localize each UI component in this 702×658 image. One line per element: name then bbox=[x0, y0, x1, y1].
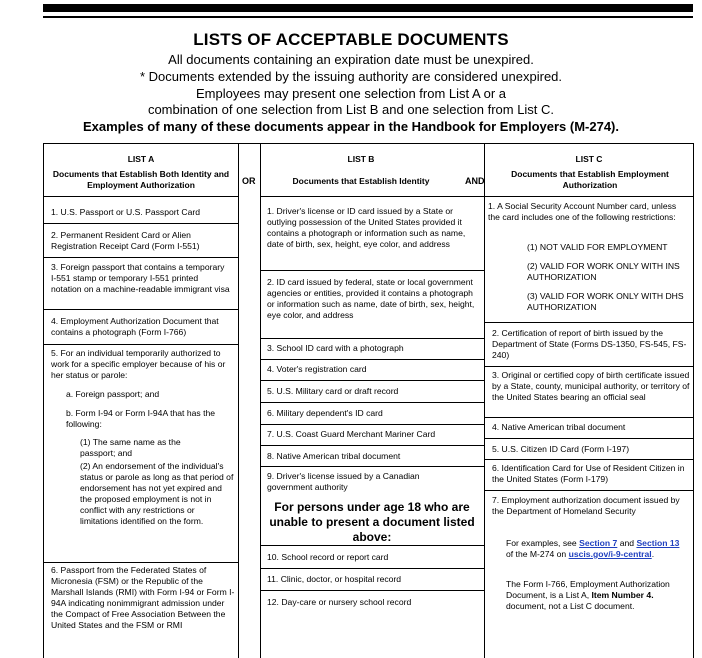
list-c-item-1: 1. A Social Security Account Number card, unless the card includes one of the following restrictions: bbox=[488, 201, 677, 222]
examples-and: and bbox=[619, 538, 635, 548]
row-divider bbox=[484, 417, 694, 418]
section-13-link[interactable]: Section 13 bbox=[636, 538, 680, 548]
row-divider bbox=[484, 366, 694, 367]
list-c-item-1-restriction-3: (3) VALID FOR WORK ONLY WITH DHS AUTHORIZATION bbox=[527, 291, 684, 312]
row-divider bbox=[484, 490, 694, 491]
header-divider-bc bbox=[260, 196, 694, 197]
header-divider-a bbox=[43, 196, 238, 197]
list-c-item-1-restriction-1: (1) NOT VALID FOR EMPLOYMENT bbox=[527, 242, 668, 252]
list-b-item-9: 9. Driver's license issued by a Canadian government authority bbox=[267, 471, 420, 492]
period: . bbox=[651, 549, 655, 559]
page-title: LISTS OF ACCEPTABLE DOCUMENTS bbox=[193, 30, 509, 49]
uscis-i9-central-link[interactable]: uscis.gov/i-9-central bbox=[568, 549, 652, 559]
list-a-description: Documents that Establish Both Identity and Employment Authorization bbox=[52, 169, 230, 190]
list-b-item-5: 5. U.S. Military card or draft record bbox=[267, 386, 399, 396]
list-b-minor-heading: For persons under age 18 who are unable to present a document listed above: bbox=[269, 500, 475, 544]
list-a-name: LIST A bbox=[127, 154, 155, 164]
intro-line-4: combination of one selection from List B and one selection from List C. bbox=[147, 102, 555, 117]
intro-line-3: Employees may present one selection from List A or a bbox=[196, 86, 506, 101]
row-divider bbox=[484, 322, 694, 323]
list-a-item-6: 6. Passport from the Federated States of Micronesia (FSM) or the Republic of the Marshall Islands (RMI) with Form I-94 or Form I-94A indicating nonimmigrant admission under the Compact of Free Association Between the United States and the FSM or RMI bbox=[51, 565, 235, 630]
list-a-item-5a: a. Foreign passport; and bbox=[66, 389, 160, 399]
row-divider bbox=[260, 424, 484, 425]
list-b-item-7: 7. U.S. Coast Guard Merchant Mariner Card bbox=[267, 429, 436, 439]
list-c-item-2: 2. Certification of report of birth issued by the Department of State (Forms DS-1350, FS-545, FS-240) bbox=[492, 328, 687, 360]
col-a-right-border bbox=[238, 143, 239, 658]
list-b-item-4: 4. Voter's registration card bbox=[267, 364, 367, 374]
list-c-item-5: 5. U.S. Citizen ID Card (Form I-197) bbox=[492, 444, 630, 454]
intro-line-1: All documents containing an expiration date must be unexpired. bbox=[168, 52, 534, 67]
list-a-item-2: 2. Permanent Resident Card or Alien Registration Receipt Card (Form I-551) bbox=[51, 230, 200, 251]
row-divider bbox=[43, 257, 238, 258]
examples-prefix: For examples, see bbox=[506, 538, 577, 548]
list-a-item-3: 3. Foreign passport that contains a temporary I-551 stamp or temporary I-551 printed notation on a machine-readable immigrant visa bbox=[51, 262, 230, 294]
note-part-2: document, not a List C document. bbox=[506, 601, 635, 611]
list-b-item-10: 10. School record or report card bbox=[267, 552, 389, 562]
list-b-item-3: 3. School ID card with a photograph bbox=[267, 343, 404, 353]
examples-mid: of the M-274 on bbox=[506, 549, 567, 559]
note-part-1: The Form I-766, Employment Authorization Document, is a List A, bbox=[506, 579, 670, 600]
and-label: AND bbox=[465, 176, 485, 186]
list-b-item-12: 12. Day-care or nursery school record bbox=[267, 597, 412, 607]
list-c-item-7: 7. Employment authorization document issued by the Department of Homeland Security bbox=[492, 495, 680, 516]
list-b-item-11: 11. Clinic, doctor, or hospital record bbox=[267, 574, 402, 584]
list-c-item-4: 4. Native American tribal document bbox=[492, 422, 626, 432]
row-divider bbox=[260, 466, 484, 467]
row-divider bbox=[43, 562, 238, 563]
list-c-item-7-note bbox=[506, 579, 688, 612]
list-b-item-8: 8. Native American tribal document bbox=[267, 451, 401, 461]
list-c-name: LIST C bbox=[575, 154, 603, 164]
top-thin-rule bbox=[43, 16, 693, 18]
list-b-item-2: 2. ID card issued by federal, state or local government agencies or entities, provided it contains a photograph or information such as name, date of birth, sex, height, eye color, and address bbox=[267, 277, 475, 320]
list-c-description: Documents that Establish Employment Authorization bbox=[511, 169, 669, 190]
intro-line-2: * Documents extended by the issuing authority are considered unexpired. bbox=[139, 69, 563, 84]
or-label: OR bbox=[242, 176, 256, 186]
col-c-left-border bbox=[484, 143, 485, 658]
list-a-item-5b2: (2) An endorsement of the individual's status or parole as long as that period of endorsement has not yet expired and the proposed employment is not in conflict with any restrictions or limitations identified on the form. bbox=[80, 461, 234, 526]
section-7-link[interactable]: Section 7 bbox=[579, 538, 618, 548]
row-divider bbox=[260, 270, 484, 271]
intro-line-5: Examples of many of these documents appear in the Handbook for Employers (M-274). bbox=[82, 119, 619, 134]
row-divider bbox=[260, 402, 484, 403]
list-a-item-5b1: (1) The same name as the passport; and bbox=[80, 437, 181, 458]
row-divider bbox=[43, 309, 238, 310]
row-divider bbox=[260, 445, 484, 446]
list-b-description: Documents that Establish Identity bbox=[292, 176, 430, 186]
row-divider bbox=[260, 338, 484, 339]
list-c-item-3: 3. Original or certified copy of birth certificate issued by a State, county, municipal authority, or territory of the United States bearing an official seal bbox=[492, 370, 690, 402]
list-c-item-7-examples bbox=[506, 538, 686, 560]
col-b-left-border bbox=[260, 143, 261, 658]
list-a-item-1: 1. U.S. Passport or U.S. Passport Card bbox=[51, 207, 201, 217]
row-divider bbox=[260, 380, 484, 381]
row-divider bbox=[260, 568, 484, 569]
row-divider bbox=[43, 223, 238, 224]
top-thick-rule bbox=[43, 4, 693, 12]
list-c-item-1-restriction-2: (2) VALID FOR WORK ONLY WITH INS AUTHORIZATION bbox=[527, 261, 680, 282]
list-b-name: LIST B bbox=[347, 154, 375, 164]
list-b-item-6: 6. Military dependent's ID card bbox=[267, 408, 383, 418]
list-a-item-5b: b. Form I-94 or Form I-94A that has the following: bbox=[66, 408, 216, 429]
list-a-item-5: 5. For an individual temporarily authorized to work for a specific employer because of his or her status or parole: bbox=[51, 348, 226, 380]
row-divider bbox=[484, 459, 694, 460]
list-a-item-4: 4. Employment Authorization Document that contains a photograph (Form I-766) bbox=[51, 316, 219, 337]
row-divider bbox=[43, 344, 238, 345]
list-b-item-1: 1. Driver's license or ID card issued by a State or outlying possession of the United States provided it contains a photograph or information such as name, date of birth, sex, height, eye color, and address bbox=[267, 206, 466, 249]
row-divider bbox=[260, 359, 484, 360]
list-c-item-6: 6. Identification Card for Use of Resident Citizen in the United States (Form I-179) bbox=[492, 463, 685, 484]
row-divider bbox=[484, 438, 694, 439]
row-divider bbox=[260, 590, 484, 591]
note-item-number: Item Number 4. bbox=[591, 590, 654, 600]
row-divider bbox=[260, 545, 484, 546]
